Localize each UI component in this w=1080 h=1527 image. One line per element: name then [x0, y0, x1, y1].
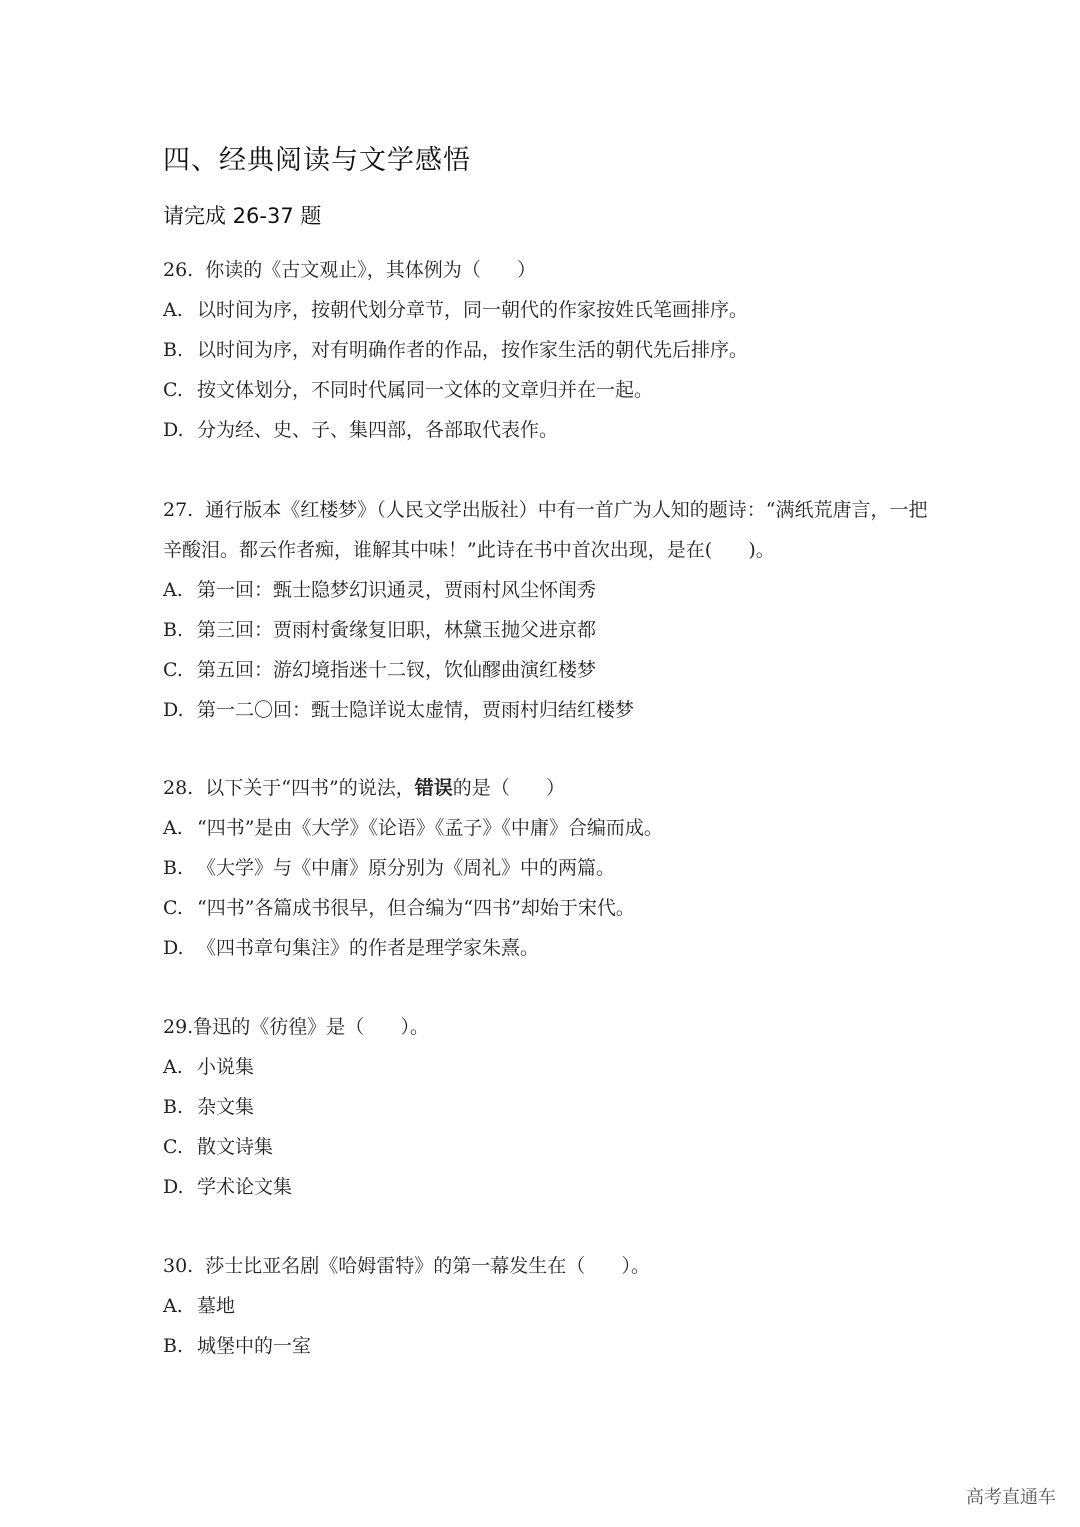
- question-stem: [163, 768, 933, 808]
- option-c[interactable]: [163, 370, 933, 410]
- option-a[interactable]: [163, 1047, 933, 1087]
- option-letter: B.: [163, 339, 184, 361]
- question-stem: 27. 通行版本《红楼梦》（人民文学出版社）中有一首广为人知的题诗：“满纸荒唐言，一把辛酸泪。都云作者痴，谁解其中味！”此诗在书中首次出现，是在( )。: [163, 499, 928, 561]
- question-29: [163, 1007, 933, 1207]
- option-letter: A.: [163, 1056, 183, 1078]
- option-text: 第三回：贾雨村夤缘复旧职，林黛玉抛父进京都: [197, 619, 597, 641]
- option-text: 第五回：游幻境指迷十二钗，饮仙醪曲演红楼梦: [197, 659, 597, 681]
- option-letter: A.: [163, 299, 183, 321]
- option-letter: D.: [163, 419, 184, 441]
- option-a[interactable]: [163, 1286, 933, 1326]
- option-d[interactable]: [163, 928, 933, 968]
- option-letter: C.: [163, 1136, 183, 1158]
- option-d[interactable]: [163, 410, 933, 450]
- option-letter: B.: [163, 1335, 184, 1357]
- option-c[interactable]: [163, 650, 933, 690]
- option-letter: C.: [163, 379, 183, 401]
- question-28: [163, 768, 933, 968]
- stem-prefix: 28. 以下关于“四书”的说法，: [163, 777, 415, 799]
- option-letter: C.: [163, 897, 183, 919]
- option-b[interactable]: [163, 848, 933, 888]
- option-letter: B.: [163, 857, 184, 879]
- option-b[interactable]: [163, 610, 933, 650]
- option-text: 学术论文集: [197, 1176, 293, 1198]
- question-stem: 30. 莎士比亚名剧《哈姆雷特》的第一幕发生在（ ）。: [163, 1255, 651, 1277]
- option-text: 《四书章句集注》的作者是理学家朱熹。: [197, 937, 540, 959]
- option-letter: D.: [163, 699, 184, 721]
- section-title: 四、经典阅读与文学感悟: [163, 145, 471, 176]
- option-text: 杂文集: [197, 1096, 255, 1118]
- option-b[interactable]: [163, 1326, 933, 1366]
- option-d[interactable]: [163, 1167, 933, 1207]
- option-letter: B.: [163, 1096, 184, 1118]
- option-letter: B.: [163, 619, 184, 641]
- option-text: 散文诗集: [197, 1136, 274, 1158]
- option-letter: C.: [163, 659, 183, 681]
- option-c[interactable]: [163, 1127, 933, 1167]
- option-text: “四书”各篇成书很早，但合编为“四书”却始于宋代。: [197, 897, 635, 919]
- option-letter: A.: [163, 817, 183, 839]
- option-letter: A.: [163, 579, 183, 601]
- question-stem: 26. 你读的《古文观止》，其体例为（ ）: [163, 259, 537, 281]
- question-stem: 29.鲁迅的《彷徨》是（ ）。: [163, 1016, 429, 1038]
- option-text: 墓地: [197, 1295, 236, 1317]
- question-26: [163, 250, 933, 450]
- option-a[interactable]: [163, 808, 933, 848]
- option-text: 第一回：甄士隐梦幻识通灵，贾雨村风尘怀闺秀: [197, 579, 597, 601]
- option-text: 第一二〇回：甄士隐详说太虚情，贾雨村归结红楼梦: [197, 699, 635, 721]
- watermark: 高考直通车: [966, 1487, 1056, 1508]
- option-text: 小说集: [197, 1056, 255, 1078]
- question-27: [163, 490, 933, 730]
- option-c[interactable]: [163, 888, 933, 928]
- option-text: 城堡中的一室: [197, 1335, 312, 1357]
- option-text: 以时间为序，对有明确作者的作品，按作家生活的朝代先后排序。: [197, 339, 749, 361]
- stem-emphasis: 错误: [414, 777, 453, 799]
- option-b[interactable]: [163, 1087, 933, 1127]
- option-b[interactable]: [163, 330, 933, 370]
- option-text: 以时间为序，按朝代划分章节，同一朝代的作家按姓氏笔画排序。: [197, 299, 749, 321]
- question-30: [163, 1246, 933, 1366]
- option-a[interactable]: [163, 570, 933, 610]
- option-letter: D.: [163, 937, 184, 959]
- option-text: 按文体划分，不同时代属同一文体的文章归并在一起。: [197, 379, 654, 401]
- option-text: 分为经、史、子、集四部，各部取代表作。: [197, 419, 559, 441]
- option-letter: D.: [163, 1176, 184, 1198]
- option-letter: A.: [163, 1295, 183, 1317]
- option-a[interactable]: [163, 290, 933, 330]
- option-text: 《大学》与《中庸》原分别为《周礼》中的两篇。: [197, 857, 616, 879]
- instruction-text: 请完成 26-37 题: [163, 204, 322, 228]
- option-d[interactable]: [163, 690, 933, 730]
- option-text: “四书”是由《大学》《论语》《孟子》《中庸》合编而成。: [197, 817, 663, 839]
- stem-suffix: 的是（ ）: [452, 777, 565, 799]
